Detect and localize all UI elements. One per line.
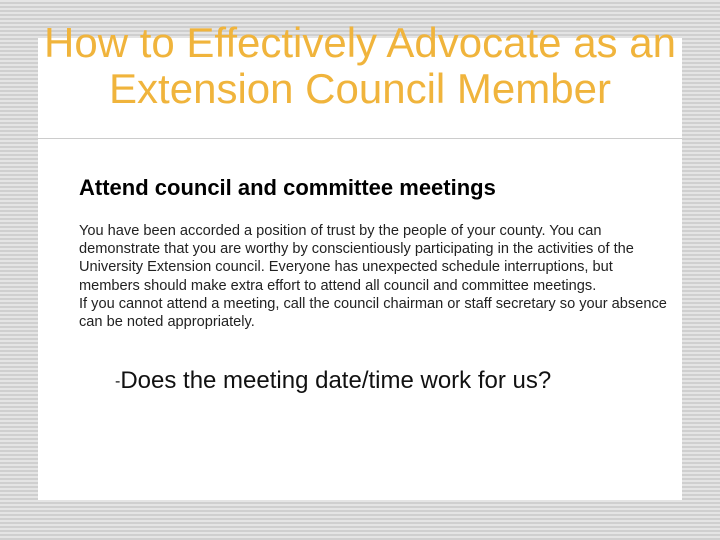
slide-title: How to Effectively Advocate as an Extension Council Member xyxy=(44,19,676,112)
section-heading: Attend council and committee meetings xyxy=(79,175,496,200)
question-text: Does the meeting date/time work for us? xyxy=(120,367,552,394)
body-text xyxy=(79,222,669,331)
title-divider xyxy=(38,138,682,139)
body-paragraph: You have been accorded a position of trust by the people of your county. You can demonstrate that you are worthy by conscientiously participating in the activities of the University Extension council. Everyone has unexpected schedule interruptions, but members should make extra effort to attend all council and committee meetings. xyxy=(79,223,634,294)
question-bullet: - xyxy=(115,373,121,390)
discussion-question xyxy=(115,366,551,396)
body-paragraph: If you cannot attend a meeting, call the council chairman or staff secretary so your absence can be noted appropriately. xyxy=(79,295,667,331)
